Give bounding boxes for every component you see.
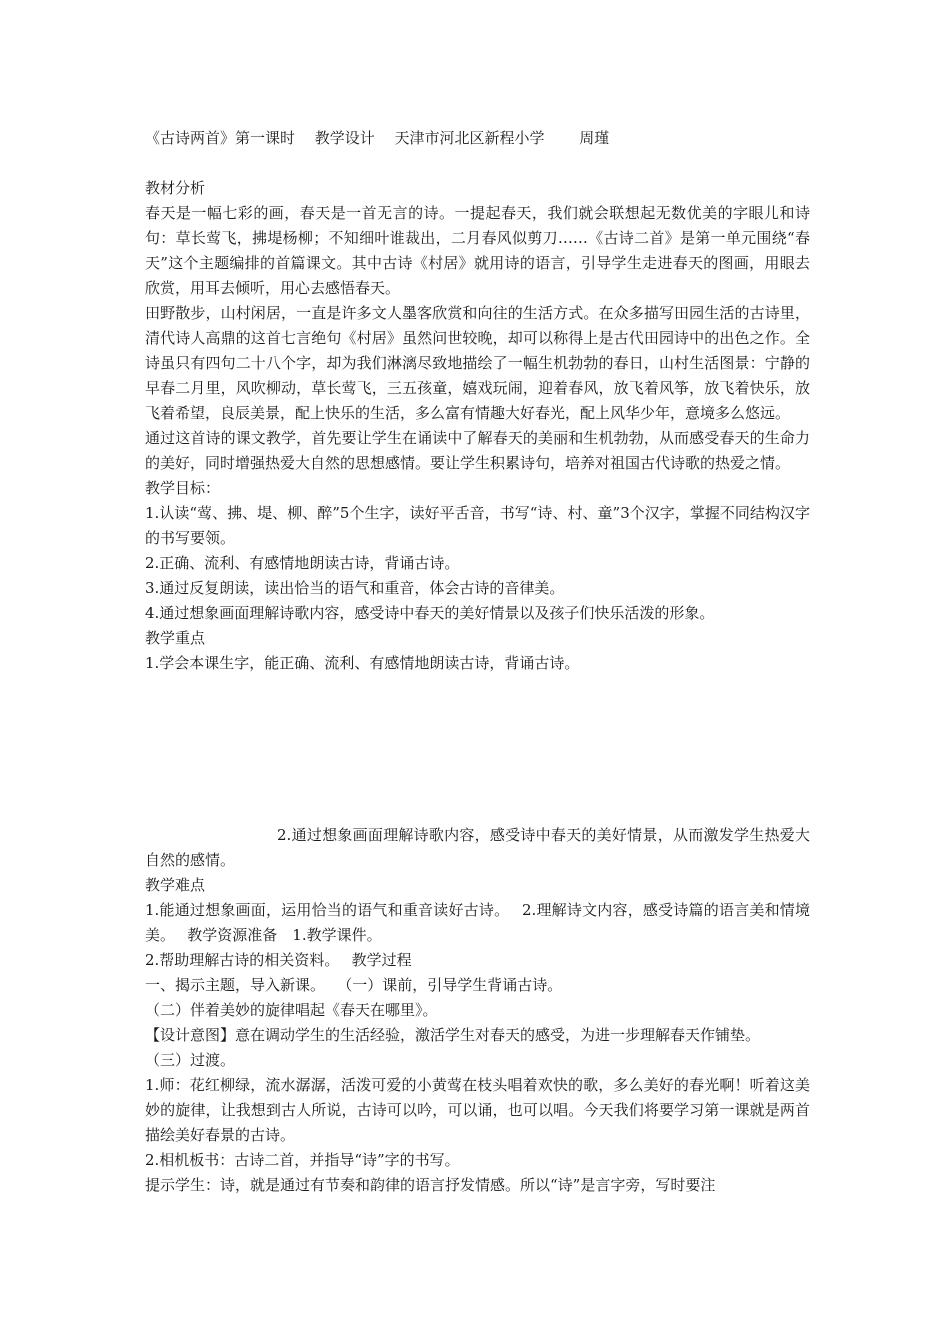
resources-and-process: 2.帮助理解古诗的相关资料。 教学过程 (145, 951, 412, 969)
teacher-speech: 1.师：花红柳绿，流水潺潺，活泼可爱的小黄莺在枝头唱着欢快的歌，多么美好的春光啊！听着这美妙的旋律，让我想到古人所说，古诗可以吟，可以诵，也可以唱。今天我们将要学习第一课就是两首描绘美好春景的古诗。 (145, 1076, 810, 1144)
goal-item-4: 4.通过想象画面理解诗歌内容，感受诗中春天的美好情景以及孩子们快乐活泼的形象。 (145, 604, 715, 622)
document-title-line: 《古诗两首》第一课时 教学设计 天津市河北区新程小学 周瑾 (145, 129, 610, 147)
design-intent: 【设计意图】意在调动学生的生活经验，激活学生对春天的感受，为进一步理解春天作铺垫。 (145, 1026, 761, 1044)
step-one-intro: 一、揭示主题，导入新课。 （一）课前，引导学生背诵古诗。 (145, 976, 563, 994)
focus-item-1: 1.学会本课生字，能正确、流利、有感情地朗读古诗，背诵古诗。 (145, 654, 580, 672)
board-writing: 2.相机板书：古诗二首，并指导“诗”字的书写。 (145, 1151, 460, 1169)
heading-teaching-focus: 教学重点 (145, 629, 206, 647)
difficulty-and-resources: 1.能通过想象画面，运用恰当的语气和重音读好古诗。 2.理解诗文内容，感受诗篇的语言美和情境美。 教学资源准备 1.教学课件。 (145, 901, 810, 944)
focus-item-2: 2.通过想象画面理解诗歌内容，感受诗中春天的美好情景，从而激发学生热爱大自然的感情。 (145, 826, 810, 869)
section-part-two (145, 823, 810, 1198)
goal-item-2: 2.正确、流利、有感情地朗读古诗，背诵古诗。 (145, 554, 460, 572)
step-sing-song: （二）伴着美妙的旋律唱起《春天在哪里》。 (145, 1001, 438, 1019)
heading-material-analysis: 教材分析 (145, 179, 206, 197)
goal-item-1: 1.认读“莺、拂、堤、柳、醉”5个生字，读好平舌音，书写“诗、村、童”3个汉字，掌握不同结构汉字的书写要领。 (145, 504, 810, 547)
step-transition: （三）过渡。 (145, 1051, 236, 1069)
heading-teaching-goals: 教学目标： (145, 479, 221, 497)
paragraph-teaching-purpose: 通过这首诗的课文教学，首先要让学生在诵读中了解春天的美丽和生机勃勃，从而感受春天的生命力的美好，同时增强热爱大自然的思想感情。要让学生积累诗句，培养对祖国古代诗歌的热爱之情。 (145, 429, 810, 472)
heading-teaching-difficulty: 教学难点 (145, 876, 206, 894)
paragraph-spring-intro: 春天是一幅七彩的画，春天是一首无言的诗。一提起春天，我们就会联想起无数优美的字眼儿和诗句：草长莺飞，拂堤杨柳；不知细叶谁裁出，二月春风似剪刀……《古诗二首》是第一单元围绕“春天”这个主题编排的首篇课文。其中古诗《村居》就用诗的语言，引导学生走进春天的图画，用眼去欣赏，用耳去倾听，用心去感悟春天。 (145, 204, 810, 297)
paragraph-village-life: 田野散步，山村闲居，一直是许多文人墨客欣赏和向往的生活方式。在众多描写田园生活的古诗里，清代诗人高鼎的这首七言绝句《村居》虽然问世较晚，却可以称得上是古代田园诗中的出色之作。全诗虽只有四句二十八个字，却为我们淋漓尽致地描绘了一幅生机勃勃的春日，山村生活图景：宁静的早春二月里，风吹柳动，草长莺飞，三五孩童，嬉戏玩闹，迎着春风，放飞着风筝，放飞着快乐，放飞着希望，良辰美景，配上快乐的生活，多么富有情趣大好春光，配上风华少年，意境多么悠远。 (145, 304, 810, 422)
section-part-one (145, 176, 810, 676)
student-prompt: 提示学生：诗，就是通过有节奏和韵律的语言抒发情感。所以“诗”是言字旁，写时要注 (145, 1176, 716, 1194)
goal-item-3: 3.通过反复朗读，读出恰当的语气和重音，体会古诗的音律美。 (145, 579, 565, 597)
